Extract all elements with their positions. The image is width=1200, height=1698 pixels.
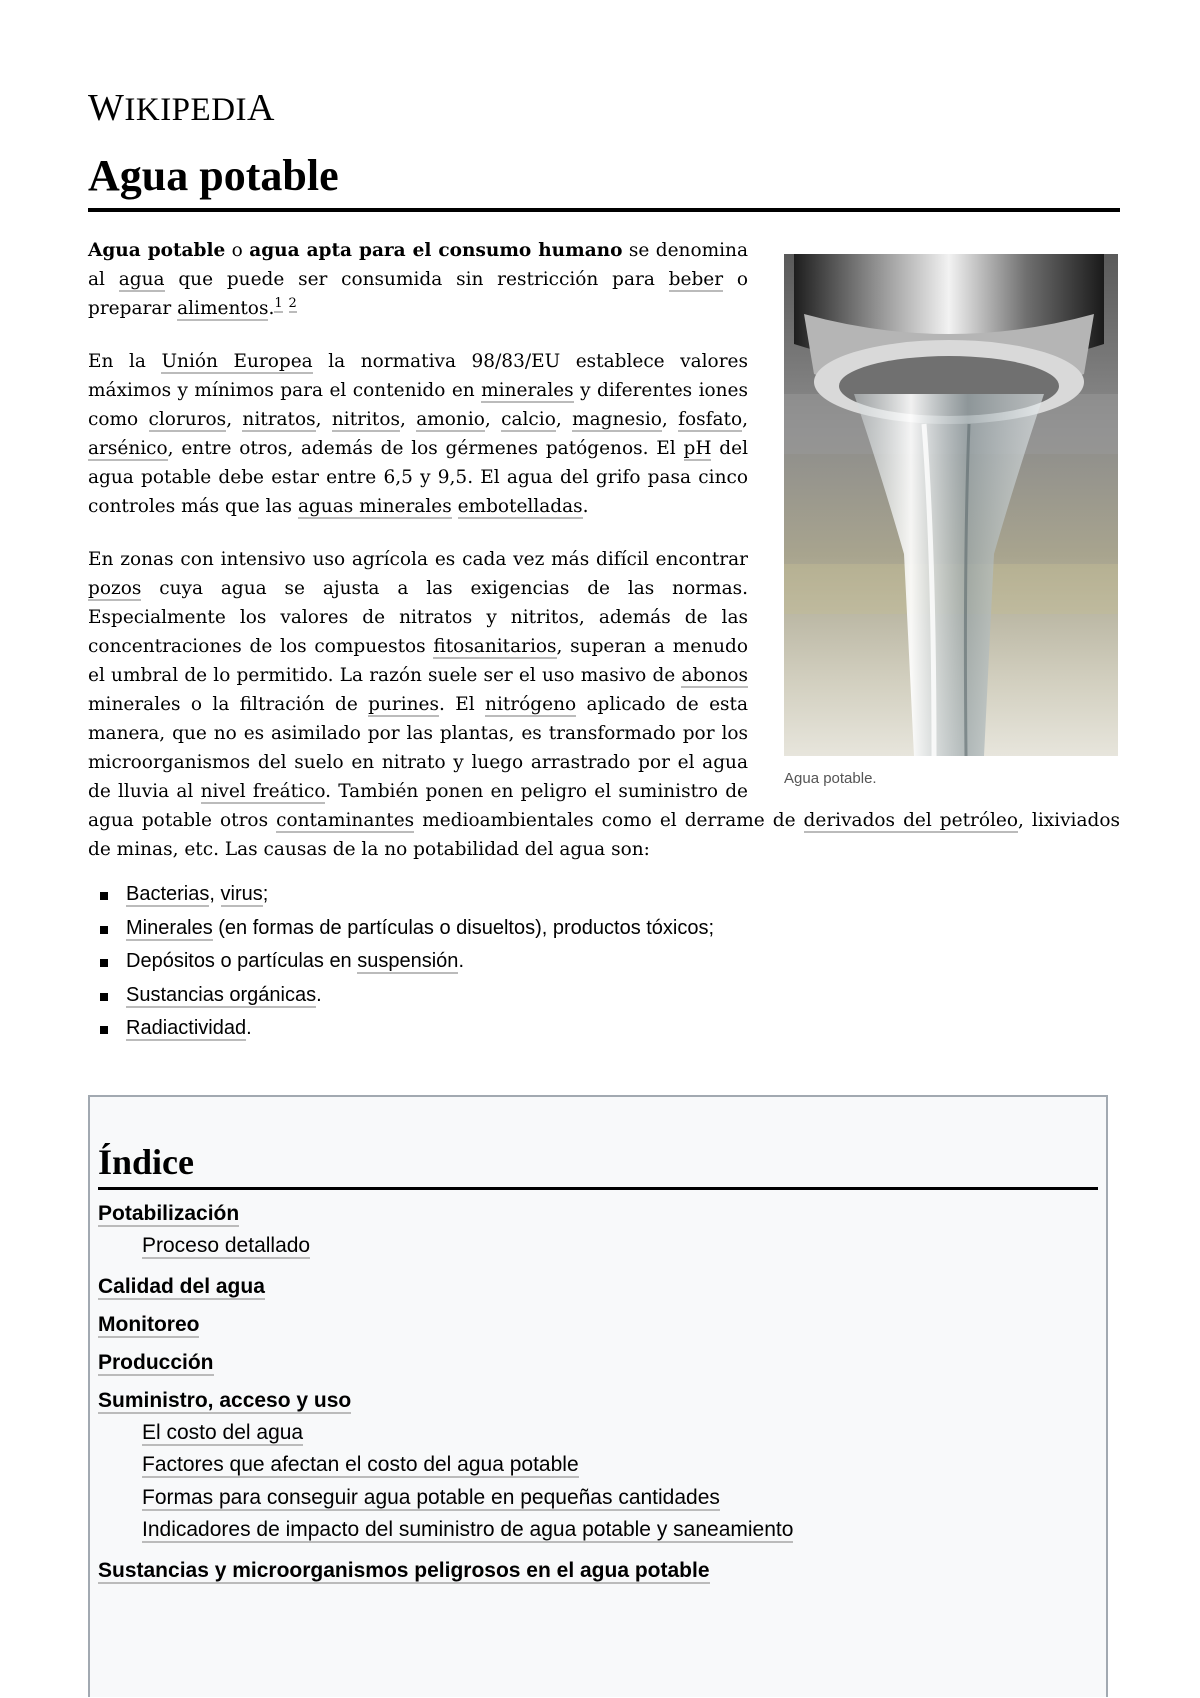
text: o preparar [88, 269, 749, 319]
toc-link[interactable]: El costo del agua [142, 1420, 304, 1444]
text: . También ponen en peligro el suministro de agua potable otros [88, 781, 749, 831]
toc-link[interactable]: Producción [98, 1350, 214, 1374]
toc-item-produccion [98, 1349, 1106, 1377]
link-nitritos[interactable]: nitritos [331, 409, 400, 430]
text: minerales o la filtración de [88, 694, 369, 715]
toc-item-potabilizacion [98, 1200, 1106, 1263]
text: , [315, 409, 332, 430]
text: . El [439, 694, 486, 715]
toc-subitem [142, 1482, 1106, 1515]
link-calcio[interactable]: calcio [501, 409, 556, 430]
bold-term: Agua potable [88, 240, 226, 261]
toc-link[interactable]: Proceso detallado [142, 1234, 311, 1257]
text: medioambientales como el derrame de [414, 810, 804, 831]
toc-link[interactable]: Factores que afectan el costo del agua potable [142, 1453, 579, 1476]
toc-link[interactable]: Monitoreo [98, 1312, 200, 1336]
text [452, 496, 458, 517]
link-beber[interactable]: beber [668, 269, 724, 290]
toc-link[interactable]: Sustancias y microorganismos peligrosos en el agua potable [98, 1558, 710, 1582]
text: , [209, 883, 221, 905]
toc-link[interactable]: Calidad del agua [98, 1274, 265, 1298]
text: , lixiviados de minas, etc. Las causas de la no potabilidad del agua son: [88, 810, 1120, 860]
toc-link[interactable]: Potabilización [98, 1202, 240, 1225]
link-fitosanitarios[interactable]: fitosanitarios [433, 636, 557, 657]
text: . [582, 496, 589, 517]
toc-subitem [142, 1514, 1106, 1547]
text: se denomina al [88, 240, 749, 290]
text: , [226, 409, 243, 430]
table-of-contents [88, 1095, 1108, 1697]
link-minerales-list[interactable]: Minerales [126, 916, 213, 939]
link-aguas-minerales[interactable]: aguas minerales [297, 496, 452, 517]
toc-sublist [98, 1417, 1106, 1547]
text: , entre otros, además de los gérmenes patógenos. El [167, 438, 684, 459]
link-abonos[interactable]: abonos [681, 665, 748, 686]
list-item [126, 979, 1120, 1013]
text: . [246, 1017, 252, 1039]
link-sustancias-organicas[interactable]: Sustancias orgánicas [126, 983, 317, 1006]
link-derivados-del-petroleo[interactable]: derivados del petróleo [803, 810, 1019, 831]
text: o [225, 240, 250, 261]
list-item [126, 878, 1120, 912]
text: . [458, 950, 464, 972]
text: Depósitos o partículas en [126, 950, 358, 972]
toc-sublist [98, 1230, 1106, 1263]
toc-item-sustancias [98, 1557, 1106, 1585]
reference-1[interactable]: 1 [274, 295, 283, 311]
link-agua[interactable]: agua [118, 269, 165, 290]
text: (en formas de partículas o disueltos), productos tóxicos; [212, 916, 715, 939]
tap-water-image[interactable] [784, 254, 1118, 756]
text: del agua potable debe estar entre 6,5 y 9,5. El agua del grifo pasa cinco controles más que las [88, 438, 748, 517]
text: , [742, 409, 748, 430]
link-radiactividad[interactable]: Radiactividad [126, 1017, 247, 1039]
figure-caption: Agua potable. [784, 770, 877, 787]
link-virus[interactable]: virus [220, 883, 263, 905]
article-body [88, 236, 1120, 1046]
link-arsenico[interactable]: arsénico [88, 438, 168, 459]
text: . [268, 298, 275, 319]
link-bacterias[interactable]: Bacterias [126, 883, 210, 905]
text: En zonas con intensivo uso agrícola es cada vez más difícil encontrar [88, 549, 748, 570]
toc-item-monitoreo [98, 1311, 1106, 1339]
text: , [484, 409, 502, 430]
link-pozos[interactable]: pozos [88, 578, 142, 599]
text: , [555, 409, 573, 430]
bold-term: agua apta para el consumo humano [249, 240, 623, 261]
text: la normativa 98/83/EU establece valores máximos y mínimos para el contenido en [88, 351, 748, 401]
link-amonio[interactable]: amonio [416, 409, 485, 430]
link-cloruros[interactable]: cloruros [148, 409, 227, 430]
link-suspension[interactable]: suspensión [357, 950, 459, 972]
link-contaminantes[interactable]: contaminantes [276, 810, 415, 831]
list-item [126, 1012, 1120, 1046]
toc-link[interactable]: Indicadores de impacto del suministro de agua potable y saneamiento [142, 1518, 794, 1541]
thumbnail-figure [784, 254, 1120, 793]
toc-list [90, 1200, 1106, 1585]
list-item [126, 945, 1120, 979]
text: y diferentes iones como [88, 380, 748, 430]
wikipedia-logo[interactable]: WIKIPEDIA [88, 87, 275, 129]
link-nivel-freatico[interactable]: nivel freático [200, 781, 326, 802]
text: que puede ser consumida sin restricción para [164, 269, 669, 290]
link-alimentos[interactable]: alimentos [177, 298, 269, 319]
toc-subitem [142, 1449, 1106, 1482]
link-ph[interactable]: pH [683, 438, 712, 459]
page-title: Agua potable [88, 146, 1120, 212]
toc-subitem [142, 1417, 1106, 1450]
toc-link[interactable]: Formas para conseguir agua potable en pequeñas cantidades [142, 1485, 720, 1509]
text: , [399, 409, 417, 430]
text: aplicado de esta manera, que no es asimilado por las plantas, es transformado por los microorganismos del suelo en nitrato y luego arrastrado por el agua de lluvia al [88, 694, 748, 802]
text: cuya agua se ajusta a las exigencias de las normas. Especialmente los valores de nitratos y nitritos, además de las concentraciones de los compuestos [88, 578, 748, 657]
link-purines[interactable]: purines [368, 694, 439, 715]
causes-list [88, 878, 1120, 1046]
toc-heading: Índice [98, 1139, 1098, 1190]
toc-link[interactable]: Suministro, acceso y uso [98, 1388, 352, 1412]
toc-item-suministro [98, 1387, 1106, 1547]
toc-item-calidad [98, 1273, 1106, 1301]
link-embotelladas[interactable]: embotelladas [457, 496, 583, 517]
link-magnesio[interactable]: magnesio [572, 409, 662, 430]
text: En la [88, 351, 162, 372]
toc-subitem [142, 1230, 1106, 1263]
list-item [126, 912, 1120, 946]
link-union-europea[interactable]: Unión Europea [161, 351, 313, 372]
link-minerales[interactable]: minerales [481, 380, 574, 401]
text: ; [262, 883, 269, 905]
reference-2[interactable]: 2 [288, 295, 297, 311]
text: . [316, 983, 322, 1006]
link-fosfato[interactable]: fosfato [678, 409, 743, 430]
text: , [661, 409, 679, 430]
link-nitratos[interactable]: nitratos [242, 409, 316, 430]
link-nitrogeno[interactable]: nitrógeno [485, 694, 577, 715]
text: , superan a menudo el umbral de lo permitido. La razón suele ser el uso masivo de [88, 636, 749, 686]
